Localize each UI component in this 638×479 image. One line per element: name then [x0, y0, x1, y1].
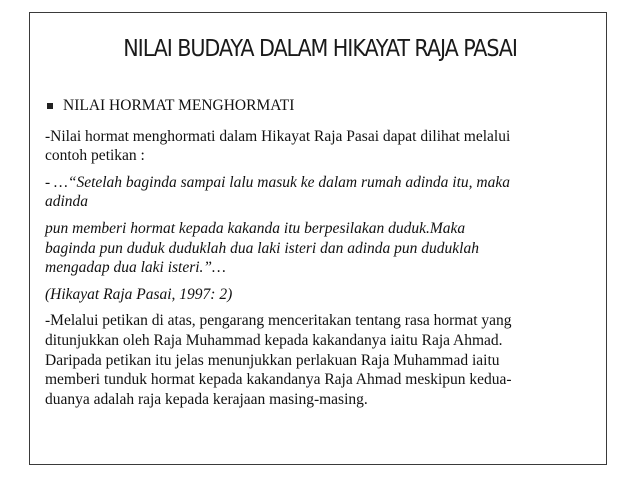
- text-line: duanya adalah raja kepada kerajaan masing-masing.: [45, 390, 368, 408]
- citation: (Hikayat Raja Pasai, 1997: 2): [45, 285, 233, 303]
- text-line: contoh petikan :: [45, 147, 145, 165]
- bullet-item: [45, 96, 590, 116]
- slide-content: [45, 96, 590, 416]
- text-line: Daripada petikan itu jelas menunjukkan perlakuan Raja Muhammad iaitu: [45, 351, 500, 369]
- bullet-heading: NILAI HORMAT MENGHORMATI: [63, 97, 295, 114]
- slide-title: NILAI BUDAYA DALAM HIKAYAT RAJA PASAI: [123, 36, 517, 62]
- quote-paragraph: [45, 173, 590, 212]
- text-line: baginda pun duduk duduklah dua laki isteri dan adinda pun duduklah: [45, 239, 479, 257]
- text-line: -Nilai hormat menghormati dalam Hikayat Raja Pasai dapat dilihat melalui: [45, 127, 511, 145]
- text-line: ditunjukkan oleh Raja Muhammad kepada kakandanya iaitu Raja Ahmad.: [45, 331, 503, 349]
- text-line: -Melalui petikan di atas, pengarang menceritakan tentang rasa hormat yang: [45, 312, 512, 330]
- text-line: pun memberi hormat kepada kakanda itu berpesilakan duduk.Maka: [45, 219, 466, 237]
- conclusion-paragraph: [45, 311, 590, 409]
- intro-paragraph: [45, 127, 590, 166]
- text-line: adinda: [45, 193, 89, 211]
- quote-continuation: [45, 219, 590, 278]
- text-line: mengadap dua laki isteri.”…: [45, 259, 226, 277]
- text-line: - …“Setelah baginda sampai lalu masuk ke dalam rumah adinda itu, maka: [45, 173, 510, 191]
- text-line: memberi tunduk hormat kepada kakandanya Raja Ahmad meskipun kedua-: [45, 371, 512, 389]
- square-bullet-icon: [47, 103, 53, 109]
